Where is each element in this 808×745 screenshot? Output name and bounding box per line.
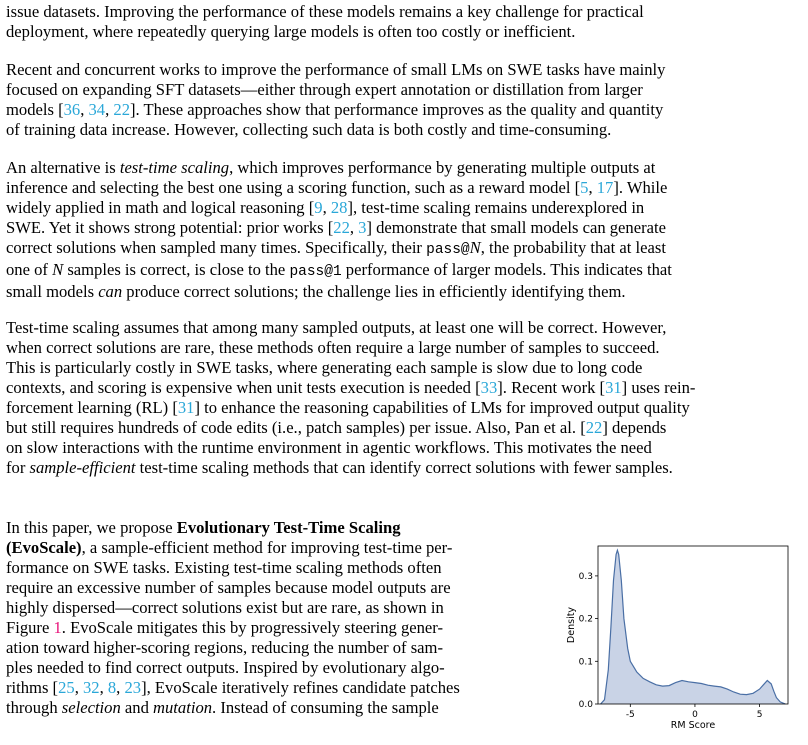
text-line: [6, 238, 804, 260]
text-line: [6, 378, 804, 398]
citation-link[interactable]: 33: [480, 378, 498, 397]
text-line: [6, 538, 554, 558]
citation-link[interactable]: 25: [58, 678, 75, 697]
paragraph-evoscale: [6, 518, 554, 718]
text-run: , a sample-efficient method for improving test-time per-: [81, 538, 453, 557]
emphasis-text: N: [469, 238, 481, 257]
text-run: issue datasets. Improving the performance of these models remains a key challenge for practical: [6, 2, 644, 21]
text-run: but still requires hundreds of code edits (i.e., patch samples) per issue. Also, Pan et al. [: [6, 418, 586, 437]
text-run: small models: [6, 282, 99, 301]
density-area: [601, 550, 786, 704]
text-line: [6, 618, 554, 638]
text-run: SWE. Yet it shows strong potential: prior works [: [6, 218, 334, 237]
text-run: performance of larger models. This indicates that: [341, 260, 672, 279]
text-run: on slow interactions with the runtime environment in agentic workflows. This motivates the need: [6, 438, 652, 457]
text-run: focused on expanding SFT datasets—either through expert annotation or distillation from larger: [6, 80, 643, 99]
paragraph-intro-end: [6, 2, 804, 42]
text-run: ,: [588, 178, 597, 197]
text-run: when correct solutions are rare, these methods often require a large number of samples to succeed.: [6, 338, 660, 357]
citation-link[interactable]: 8: [107, 678, 117, 697]
text-line: [6, 282, 804, 302]
text-run: correct solutions when sampled many times. Specifically, their: [6, 238, 427, 257]
text-line: [6, 678, 554, 698]
text-run: In this paper, we propose: [6, 518, 177, 537]
x-tick-label: 5: [756, 710, 763, 720]
figure-ref-link[interactable]: 1: [53, 618, 62, 637]
citation-link[interactable]: 17: [596, 178, 614, 197]
text-run: ,: [322, 198, 331, 217]
citation-link[interactable]: 22: [333, 218, 350, 237]
text-line: [6, 358, 804, 378]
citation-link[interactable]: 5: [580, 178, 589, 197]
text-line: [6, 598, 554, 618]
bold-text: Evolutionary Test-Time Scaling: [176, 518, 401, 537]
text-run: produce correct solutions; the challenge lies in efficiently identifying them.: [122, 282, 626, 301]
text-run: ,: [74, 678, 83, 697]
text-line: [6, 120, 804, 140]
text-run: one of: [6, 260, 53, 279]
code-text: pass@1: [289, 264, 342, 280]
text-run: for: [6, 458, 30, 477]
text-line: [6, 698, 554, 718]
text-line: [6, 318, 804, 338]
text-line: [6, 518, 554, 538]
text-run: Figure: [6, 618, 54, 637]
text-run: ], EvoScale iteratively refines candidate patches: [141, 678, 460, 697]
emphasis-text: test-time scaling: [119, 158, 230, 177]
citation-link[interactable]: 36: [63, 100, 81, 119]
text-run: forcement learning (RL) [: [6, 398, 178, 417]
emphasis-text: can: [98, 282, 123, 301]
x-axis-label: RM Score: [670, 720, 716, 731]
text-line: [6, 438, 804, 458]
text-line: [6, 578, 554, 598]
text-run: widely applied in math and logical reasoning [: [6, 198, 315, 217]
paragraph-sft-datasets: [6, 60, 804, 140]
text-line: [6, 458, 804, 478]
text-run: ]. These approaches show that performance improves as the quality and quantity: [129, 100, 664, 119]
text-run: Test-time scaling assumes that among many sampled outputs, at least one will be correct. However,: [6, 318, 667, 337]
text-run: ]. While: [613, 178, 668, 197]
density-figure: [558, 540, 798, 740]
text-run: . EvoScale mitigates this by progressively steering gener-: [61, 618, 444, 637]
y-tick-label: 0.2: [578, 614, 593, 625]
text-line: [6, 22, 804, 42]
text-line: [6, 260, 804, 282]
emphasis-text: N: [52, 260, 64, 279]
emphasis-text: selection: [61, 698, 121, 717]
citation-link[interactable]: 32: [82, 678, 100, 697]
text-run: highly dispersed—correct solutions exist but are rare, as shown in: [6, 598, 444, 617]
text-run: inference and selecting the best one using a scoring function, such as a reward model [: [6, 178, 581, 197]
text-run: ] uses rein-: [621, 378, 696, 397]
text-run: through: [6, 698, 62, 717]
density-chart: [558, 540, 798, 740]
text-run: contexts, and scoring is expensive when unit tests execution is needed [: [6, 378, 481, 397]
text-run: rithms [: [6, 678, 59, 697]
text-run: deployment, where repeatedly querying large models is often too costly or inefficient.: [6, 22, 576, 41]
text-run: ] to enhance the reasoning capabilities of LMs for improved output quality: [194, 398, 690, 417]
text-line: [6, 218, 804, 238]
code-text: pass@: [426, 242, 470, 258]
text-run: samples is correct, is close to the: [63, 260, 290, 279]
text-run: ] demonstrate that small models can generate: [366, 218, 666, 237]
text-run: and: [120, 698, 154, 717]
text-run: ples needed to find correct outputs. Inspired by evolutionary algo-: [6, 658, 445, 677]
text-line: [6, 418, 804, 438]
citation-link[interactable]: 9: [314, 198, 323, 217]
citation-link[interactable]: 22: [585, 418, 603, 437]
text-line: [6, 638, 554, 658]
text-line: [6, 2, 804, 22]
text-run: models [: [6, 100, 64, 119]
text-line: [6, 198, 804, 218]
citation-link[interactable]: 31: [605, 378, 622, 397]
text-run: . Instead of consuming the sample: [212, 698, 439, 717]
text-run: ]. Recent work [: [497, 378, 606, 397]
text-line: [6, 158, 804, 178]
paragraph-test-time-scaling: [6, 158, 804, 302]
text-line: [6, 338, 804, 358]
text-run: ,: [80, 100, 89, 119]
text-run: ,: [349, 218, 359, 237]
citation-link[interactable]: 28: [330, 198, 348, 217]
text-run: An alternative is: [6, 158, 120, 177]
text-line: [6, 60, 804, 80]
emphasis-text: sample-efficient: [29, 458, 136, 477]
x-tick-label: -5: [625, 710, 635, 720]
x-tick-label: 0: [692, 710, 698, 720]
text-run: , the probability that at least: [480, 238, 666, 257]
text-line: [6, 100, 804, 120]
text-line: [6, 658, 554, 678]
text-run: ,: [105, 100, 114, 119]
text-run: ], test-time scaling remains underexplored in: [347, 198, 645, 217]
text-run: Recent and concurrent works to improve the performance of small LMs on SWE tasks have mainly: [6, 60, 666, 79]
text-line: [6, 178, 804, 198]
text-line: [6, 398, 804, 418]
text-run: test-time scaling methods that can identify correct solutions with fewer samples.: [135, 458, 673, 477]
citation-link[interactable]: 22: [113, 100, 130, 119]
citation-link[interactable]: 34: [88, 100, 106, 119]
y-axis-label: Density: [566, 606, 577, 644]
emphasis-text: mutation: [153, 698, 213, 717]
y-tick-label: 0.0: [578, 700, 593, 710]
text-line: [6, 80, 804, 100]
text-run: , which improves performance by generating multiple outputs at: [229, 158, 656, 177]
text-line: [6, 558, 554, 578]
text-run: ] depends: [602, 418, 667, 437]
bold-text: (EvoScale): [6, 538, 82, 557]
paragraph-sample-efficiency: [6, 318, 804, 478]
text-run: require an excessive number of samples because model outputs are: [6, 578, 451, 597]
y-tick-label: 0.3: [578, 571, 593, 582]
citation-link[interactable]: 31: [177, 398, 195, 417]
citation-link[interactable]: 3: [358, 218, 367, 237]
text-run: ,: [116, 678, 125, 697]
text-run: ,: [99, 678, 108, 697]
text-run: formance on SWE tasks. Existing test-time scaling methods often: [6, 558, 442, 577]
text-run: ation toward higher-scoring regions, reducing the number of sam-: [6, 638, 443, 657]
citation-link[interactable]: 23: [124, 678, 142, 697]
y-tick-label: 0.1: [578, 657, 593, 668]
text-run: of training data increase. However, collecting such data is both costly and time-consuming.: [6, 120, 612, 139]
text-run: This is particularly costly in SWE tasks, where generating each sample is slow due to long code: [6, 358, 643, 377]
